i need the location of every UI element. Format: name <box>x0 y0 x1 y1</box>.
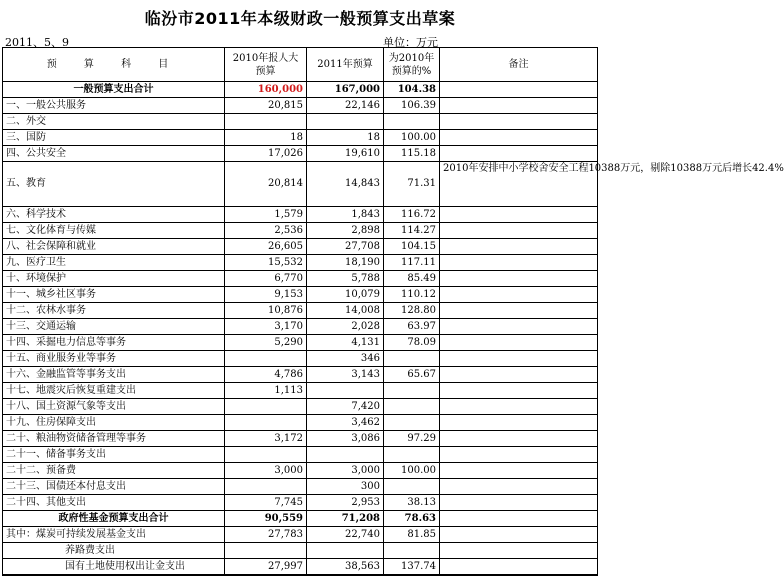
row-ratio: 110.12 <box>384 287 440 303</box>
row-budget-2010: 10,876 <box>225 303 307 319</box>
row-budget-2011: 2,898 <box>307 223 384 239</box>
row-budget-2011: 38,563 <box>307 559 384 576</box>
table-row <box>3 319 598 335</box>
table-row <box>3 511 598 527</box>
row-budget-2011: 5,788 <box>307 271 384 287</box>
row-budget-2010: 90,559 <box>225 511 307 527</box>
table-row <box>3 287 598 303</box>
row-name: 十九、住房保障支出 <box>3 415 225 431</box>
table-row <box>3 559 598 576</box>
row-budget-2010: 9,153 <box>225 287 307 303</box>
table-row <box>3 431 598 447</box>
table-row <box>3 367 598 383</box>
row-ratio: 63.97 <box>384 319 440 335</box>
row-note <box>440 271 598 287</box>
row-note <box>440 367 598 383</box>
table-row <box>3 223 598 239</box>
header-note: 备注 <box>440 48 598 82</box>
row-note <box>440 255 598 271</box>
report-date: 2011、5、9 <box>5 36 69 49</box>
row-name: 养路费支出 <box>3 543 225 559</box>
row-budget-2011 <box>307 383 384 399</box>
row-name: 二十二、预备费 <box>3 463 225 479</box>
row-name: 二十四、其他支出 <box>3 495 225 511</box>
row-note <box>440 114 598 130</box>
row-budget-2011: 2,953 <box>307 495 384 511</box>
row-budget-2011: 18 <box>307 130 384 146</box>
header-item: 预 算 科 目 <box>3 48 225 82</box>
row-name: 三、国防 <box>3 130 225 146</box>
row-ratio <box>384 351 440 367</box>
table-row <box>3 463 598 479</box>
header-budget-2011: 2011年预算 <box>307 48 384 82</box>
row-note: 2010年安排中小学校舍安全工程10388万元，剔除10388万元后增长42.4% <box>440 162 598 207</box>
table-row <box>3 255 598 271</box>
row-budget-2010: 20,815 <box>225 98 307 114</box>
row-budget-2011: 167,000 <box>307 82 384 98</box>
row-budget-2011: 3,000 <box>307 463 384 479</box>
budget-table <box>2 47 784 576</box>
row-name: 十七、地震灾后恢复重建支出 <box>3 383 225 399</box>
table-row <box>3 351 598 367</box>
row-budget-2011: 19,610 <box>307 146 384 162</box>
row-name: 十四、采掘电力信息等事务 <box>3 335 225 351</box>
row-budget-2010: 3,000 <box>225 463 307 479</box>
row-budget-2011: 27,708 <box>307 239 384 255</box>
row-budget-2010: 160,000 <box>225 82 307 98</box>
row-ratio <box>384 114 440 130</box>
row-ratio: 117.11 <box>384 255 440 271</box>
row-budget-2011: 22,146 <box>307 98 384 114</box>
table-row <box>3 162 598 207</box>
table-header-row <box>3 48 598 82</box>
row-ratio: 78.09 <box>384 335 440 351</box>
row-budget-2010 <box>225 415 307 431</box>
row-budget-2011: 18,190 <box>307 255 384 271</box>
row-budget-2010: 1,579 <box>225 207 307 223</box>
row-name: 一、一般公共服务 <box>3 98 225 114</box>
row-name: 十二、农林水事务 <box>3 303 225 319</box>
row-budget-2010 <box>225 399 307 415</box>
row-name: 二十、粮油物资储备管理等事务 <box>3 431 225 447</box>
unit-label: 单位：万元 <box>383 36 438 49</box>
row-budget-2010: 3,172 <box>225 431 307 447</box>
row-ratio <box>384 415 440 431</box>
row-name: 二、外交 <box>3 114 225 130</box>
row-note <box>440 82 598 98</box>
row-ratio <box>384 383 440 399</box>
row-ratio: 38.13 <box>384 495 440 511</box>
row-budget-2010: 17,026 <box>225 146 307 162</box>
table-row <box>3 495 598 511</box>
row-note <box>440 431 598 447</box>
table-row <box>3 415 598 431</box>
row-budget-2010: 4,786 <box>225 367 307 383</box>
row-note <box>440 383 598 399</box>
row-name: 四、公共安全 <box>3 146 225 162</box>
row-budget-2010 <box>225 351 307 367</box>
header-budget-2010: 2010年报人大预算 <box>225 48 307 82</box>
row-name: 十、环境保护 <box>3 271 225 287</box>
row-ratio <box>384 399 440 415</box>
row-ratio: 71.31 <box>384 162 440 207</box>
table-row <box>3 130 598 146</box>
row-budget-2011: 14,008 <box>307 303 384 319</box>
row-budget-2010: 18 <box>225 130 307 146</box>
table-row <box>3 479 598 495</box>
row-name: 六、科学技术 <box>3 207 225 223</box>
row-budget-2010: 15,532 <box>225 255 307 271</box>
row-ratio <box>384 479 440 495</box>
row-name: 九、医疗卫生 <box>3 255 225 271</box>
row-ratio: 100.00 <box>384 130 440 146</box>
row-budget-2011 <box>307 543 384 559</box>
row-ratio: 85.49 <box>384 271 440 287</box>
row-ratio: 81.85 <box>384 527 440 543</box>
row-budget-2010: 7,745 <box>225 495 307 511</box>
row-name: 一般预算支出合计 <box>3 82 225 98</box>
row-name: 十六、金融监管等事务支出 <box>3 367 225 383</box>
row-name: 七、文化体育与传媒 <box>3 223 225 239</box>
row-budget-2011: 10,079 <box>307 287 384 303</box>
table-row <box>3 98 598 114</box>
table-row <box>3 303 598 319</box>
row-budget-2011: 300 <box>307 479 384 495</box>
row-name: 十八、国土资源气象等支出 <box>3 399 225 415</box>
header-ratio: 为2010年预算的% <box>384 48 440 82</box>
row-budget-2011: 3,086 <box>307 431 384 447</box>
row-note <box>440 207 598 223</box>
row-note <box>440 351 598 367</box>
row-budget-2010: 27,783 <box>225 527 307 543</box>
table-row <box>3 447 598 463</box>
row-budget-2010: 5,290 <box>225 335 307 351</box>
row-name: 二十三、国债还本付息支出 <box>3 479 225 495</box>
row-note <box>440 130 598 146</box>
table-row <box>3 207 598 223</box>
row-budget-2011 <box>307 114 384 130</box>
row-name: 其中：煤炭可持续发展基金支出 <box>3 527 225 543</box>
row-note <box>440 223 598 239</box>
row-ratio: 137.74 <box>384 559 440 576</box>
row-ratio: 100.00 <box>384 463 440 479</box>
row-budget-2010 <box>225 114 307 130</box>
page-title: 临汾市2011年本级财政一般预算支出草案 <box>144 9 456 28</box>
row-note <box>440 399 598 415</box>
row-budget-2011: 7,420 <box>307 399 384 415</box>
row-budget-2010: 2,536 <box>225 223 307 239</box>
table-row <box>3 543 598 559</box>
table-row <box>3 82 598 98</box>
row-name: 政府性基金预算支出合计 <box>3 511 225 527</box>
row-budget-2011: 1,843 <box>307 207 384 223</box>
row-note <box>440 463 598 479</box>
row-name: 五、教育 <box>3 162 225 207</box>
row-budget-2010 <box>225 543 307 559</box>
row-budget-2010 <box>225 447 307 463</box>
table-row <box>3 146 598 162</box>
row-name: 二十一、储备事务支出 <box>3 447 225 463</box>
row-name: 十一、城乡社区事务 <box>3 287 225 303</box>
row-ratio: 97.29 <box>384 431 440 447</box>
row-budget-2010: 6,770 <box>225 271 307 287</box>
row-ratio: 116.72 <box>384 207 440 223</box>
row-note <box>440 495 598 511</box>
row-note <box>440 447 598 463</box>
row-note <box>440 319 598 335</box>
row-ratio: 128.80 <box>384 303 440 319</box>
row-note <box>440 527 598 543</box>
row-budget-2011: 4,131 <box>307 335 384 351</box>
table-row <box>3 383 598 399</box>
row-budget-2011: 71,208 <box>307 511 384 527</box>
row-note <box>440 479 598 495</box>
table-row <box>3 399 598 415</box>
row-ratio: 78.63 <box>384 511 440 527</box>
row-budget-2011: 3,462 <box>307 415 384 431</box>
row-note <box>440 335 598 351</box>
row-ratio: 106.39 <box>384 98 440 114</box>
row-ratio: 104.38 <box>384 82 440 98</box>
table-row <box>3 335 598 351</box>
row-note <box>440 415 598 431</box>
row-ratio <box>384 543 440 559</box>
row-ratio: 115.18 <box>384 146 440 162</box>
table-row <box>3 527 598 543</box>
table-row <box>3 114 598 130</box>
row-budget-2011: 3,143 <box>307 367 384 383</box>
row-ratio: 104.15 <box>384 239 440 255</box>
row-note <box>440 98 598 114</box>
row-budget-2010: 27,997 <box>225 559 307 576</box>
row-budget-2011: 2,028 <box>307 319 384 335</box>
row-budget-2010: 20,814 <box>225 162 307 207</box>
row-budget-2011: 22,740 <box>307 527 384 543</box>
row-budget-2010 <box>225 479 307 495</box>
row-ratio: 114.27 <box>384 223 440 239</box>
row-ratio <box>384 447 440 463</box>
table-row <box>3 239 598 255</box>
row-name: 八、社会保障和就业 <box>3 239 225 255</box>
row-budget-2010: 1,113 <box>225 383 307 399</box>
row-note <box>440 287 598 303</box>
row-note <box>440 239 598 255</box>
row-note <box>440 511 598 527</box>
row-budget-2010: 3,170 <box>225 319 307 335</box>
row-name: 国有土地使用权出让金支出 <box>3 559 225 576</box>
row-budget-2011: 14,843 <box>307 162 384 207</box>
row-name: 十五、商业服务业等事务 <box>3 351 225 367</box>
row-note <box>440 303 598 319</box>
row-note <box>440 559 598 576</box>
row-budget-2010: 26,605 <box>225 239 307 255</box>
row-ratio: 65.67 <box>384 367 440 383</box>
row-note <box>440 543 598 559</box>
row-budget-2011: 346 <box>307 351 384 367</box>
row-budget-2011 <box>307 447 384 463</box>
table-row <box>3 271 598 287</box>
row-name: 十三、交通运输 <box>3 319 225 335</box>
row-note <box>440 146 598 162</box>
